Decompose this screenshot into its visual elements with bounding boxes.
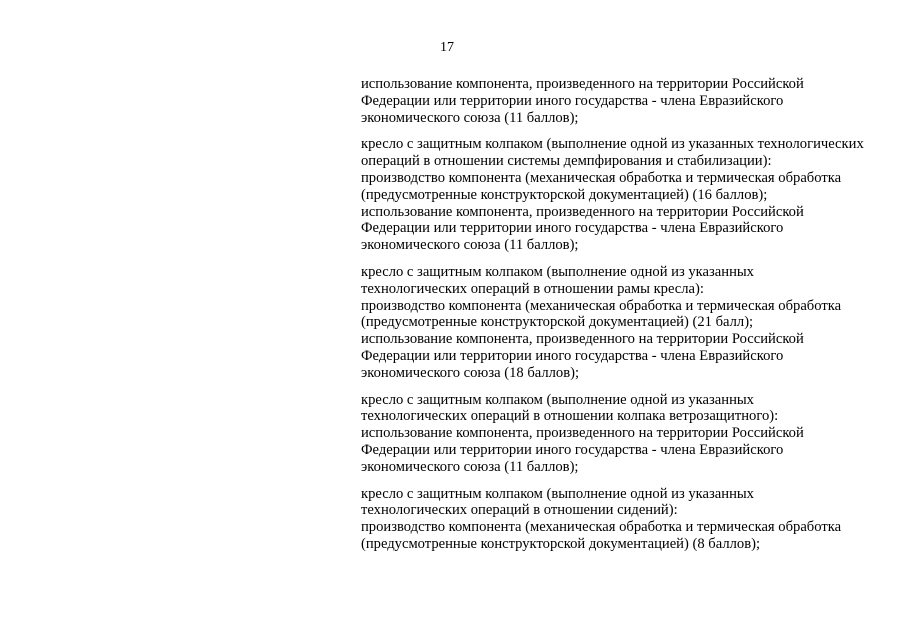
text-line: Федерации или территории иного государства - члена Евразийского [361,441,784,458]
text-line: производство компонента (механическая обработка и термическая обработка [361,169,842,186]
text-line: экономического союза (18 баллов); [361,364,580,381]
text-line: технологических операций в отношении колпака ветрозащитного): [361,408,779,425]
text-line: кресло с защитным колпаком (выполнение одной из указанных [361,263,754,280]
document-body [361,76,881,563]
text-line: производство компонента (механическая обработка и термическая обработка [361,519,842,536]
text-line: использование компонента, произведенного на территории Российской [361,203,804,220]
text-line: Федерации или территории иного государства - члена Евразийского [361,347,784,364]
paragraph-block [361,392,881,476]
text-line: кресло с защитным колпаком (выполнение одной из указанных [361,391,754,408]
text-line: (предусмотренные конструкторской документацией) (16 баллов); [361,186,768,203]
text-line: (предусмотренные конструкторской документацией) (8 баллов); [361,535,761,552]
paragraph-block [361,76,881,126]
text-line: использование компонента, произведенного на территории Российской [361,331,804,348]
text-line: операций в отношении системы демпфирования и стабилизации): [361,153,772,170]
page-number: 17 [440,40,454,55]
text-line: технологических операций в отношении рамы кресла): [361,280,704,297]
text-line: производство компонента (механическая обработка и термическая обработка [361,297,842,314]
text-line: Федерации или территории иного государства - члена Евразийского [361,92,784,109]
paragraph-block [361,486,881,553]
text-line: Федерации или территории иного государства - члена Евразийского [361,220,784,237]
text-line: экономического союза (11 баллов); [361,109,579,126]
text-line: использование компонента, произведенного на территории Российской [361,425,804,442]
paragraph-block [361,264,881,382]
text-line: экономического союза (11 баллов); [361,237,579,254]
text-line: экономического союза (11 баллов); [361,458,579,475]
text-line: кресло с защитным колпаком (выполнение одной из указанных [361,485,754,502]
text-line: (предусмотренные конструкторской документацией) (21 балл); [361,314,754,331]
text-line: технологических операций в отношении сидений): [361,502,678,519]
text-line: кресло с защитным колпаком (выполнение одной из указанных технологических [361,136,864,153]
text-line: использование компонента, произведенного на территории Российской [361,76,804,92]
paragraph-block [361,136,881,254]
